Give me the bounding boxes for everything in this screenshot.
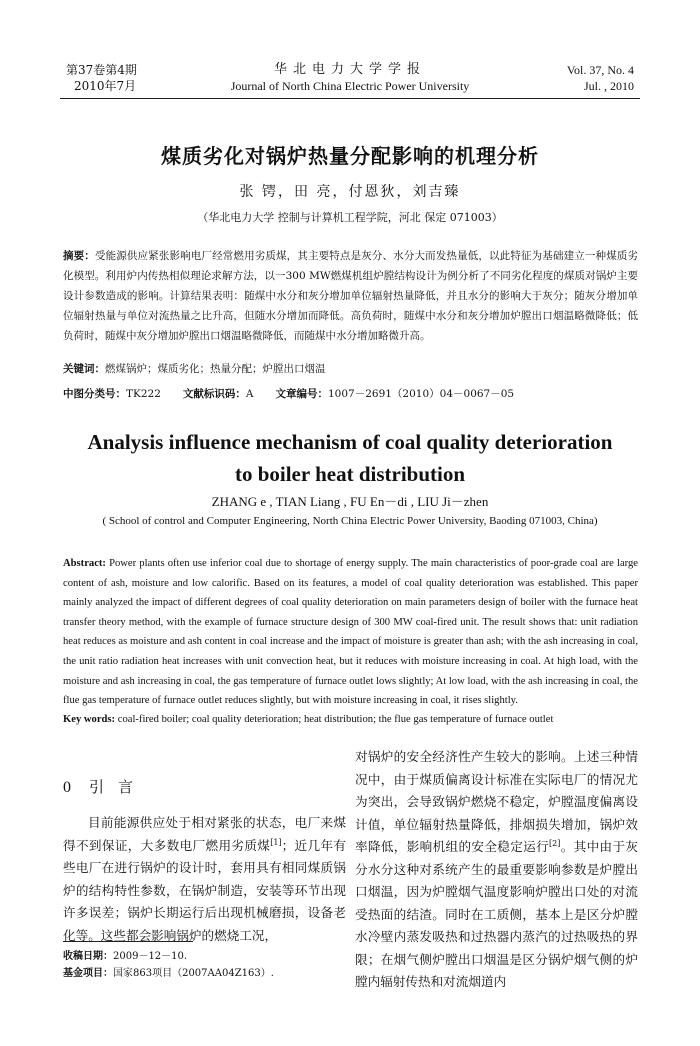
authors-en: ZHANG e , TIAN Liang , FU En－di , LIU Ji－zhen bbox=[211, 494, 489, 509]
clc-label: 中图分类号： bbox=[63, 388, 126, 400]
received-date bbox=[63, 948, 346, 965]
article-no-value: 1007－2691（2010）04－0067－05 bbox=[327, 388, 515, 400]
footnote bbox=[63, 948, 346, 982]
section-number: 0 bbox=[63, 779, 73, 796]
journal-name-en: Journal of North China Electric Power University bbox=[230, 79, 470, 93]
body-text-left bbox=[63, 812, 346, 947]
header-date-cn: 2010年7月 bbox=[74, 79, 137, 93]
header-date-en: Jul. , 2010 bbox=[583, 79, 634, 93]
keywords-en bbox=[63, 712, 638, 728]
header-volume-cn: 第37卷第4期 bbox=[66, 63, 137, 77]
keywords-cn-text: 燃煤锅炉；煤质劣化；热量分配；炉膛出口烟温 bbox=[105, 363, 326, 375]
section-title: 引言 bbox=[89, 778, 148, 796]
affiliation-en: ( School of control and Computer Engineering, North China Electric Power University, Baoding 071003, China) bbox=[102, 515, 598, 527]
keywords-cn bbox=[63, 361, 638, 377]
fund-label: 基金项目： bbox=[63, 968, 113, 979]
abstract-cn-label: 摘要： bbox=[63, 250, 95, 262]
body-right-text-b: 。其中由于灰分水分这种对系统产生的最重要影响参数是炉膛出口烟温，因为炉膛烟气温度影响炉膛出口处的对流受热面的结渣。同时在工质侧，基本上是区分炉膛水冷壁内蒸发吸热和过热器内蒸汽的过热吸热的界限；在烟气侧炉膛出口烟温是区分锅炉烟气侧的炉膛内辐射传热和对流烟道内 bbox=[355, 839, 639, 989]
keywords-cn-label: 关键词： bbox=[63, 363, 105, 375]
journal-name-cn: 华北电力大学学报 bbox=[273, 62, 426, 77]
fund-info bbox=[63, 965, 346, 982]
body-left-text-cont: ；近几年有些电厂在进行锅炉的设计时，套用具有相同煤质锅炉的结构特性参数，在锅炉制造，安装等环节出现许多误差；锅炉长期运行后出现机械磨损，设备老化等。这些都会影响锅炉的燃烧工况， bbox=[63, 837, 346, 943]
citation-ref-1: [1] bbox=[270, 837, 282, 847]
header-right bbox=[567, 62, 634, 94]
keywords-en-label: Key words: bbox=[63, 714, 116, 725]
paper-title-cn: 煤质劣化对锅炉热量分配影响的机理分析 bbox=[161, 146, 539, 168]
header-center bbox=[60, 62, 640, 94]
abstract-en-text: Power plants often use inferior coal due to shortage of energy supply. The main characteristics of poor-grade coal are large content of ash, moisture and low calorific. Based on its features, a model of coal quality deterioration was established. This paper mainly analyzed the impact of different degrees of coal quality deterioration on main parameters design of boiler with the furnace heat transfer theory method, with the example of furnace structure design of 300 MW coal-fired unit. The result shows that: unit radiation heat reduces as moisture and ash content in coal increase and the impact of moisture is greater than ash; with the ash increasing in coal, the unit ratio radiation heat increases with unit convection heat, but it reduces with moisture increasing in coal. At high load, with the moisture and ash increasing in coal, the gas temperature of furnace outlet lows slightly; At low load, with the ash increasing in coal, the flue gas temperature of furnace outlet reduces slightly, but with moisture increasing in coal, it rises slightly. bbox=[63, 558, 638, 707]
paper-title-en-line1: Analysis influence mechanism of coal quality deterioration bbox=[87, 430, 613, 454]
section-heading bbox=[63, 776, 147, 797]
body-right-text-a: 对锅炉的安全经济性产生较大的影响。上述三种情况中，由于煤质偏离设计标准在实际电厂的情况尤为突出，会导致锅炉燃烧不稳定，炉膛温度偏离设计值，单位辐射热量降低，排烟损失增加，锅炉效率降低，影响机组的安全稳定运行 bbox=[355, 749, 638, 854]
paper-title-en bbox=[0, 426, 700, 490]
fund-value: 国家863项目（2007AA04Z163）. bbox=[113, 968, 274, 979]
clc-value: TK222 bbox=[126, 388, 161, 400]
abstract-cn bbox=[63, 246, 638, 346]
affiliation-cn: （华北电力大学 控制与计算机工程学院，河北 保定 071003） bbox=[197, 211, 503, 224]
authors-cn: 张 锷，田 亮，付恩狄，刘吉臻 bbox=[239, 184, 461, 200]
paper-title-en-line2: to boiler heat distribution bbox=[234, 462, 466, 486]
doc-code-label: 文献标识码： bbox=[182, 388, 246, 400]
abstract-en-label: Abstract: bbox=[63, 558, 106, 569]
running-header bbox=[60, 60, 640, 99]
article-no-label: 文章编号： bbox=[275, 388, 328, 400]
body-left-text: 目前能源供应处于相对紧张的状态，电厂来煤得不到保证，大多数电厂燃用劣质煤 bbox=[63, 815, 346, 853]
received-label: 收稿日期： bbox=[63, 951, 113, 962]
footnote-divider bbox=[63, 941, 193, 942]
abstract-en bbox=[63, 554, 638, 711]
header-volume-en: Vol. 37, No. 4 bbox=[566, 63, 634, 77]
body-text-right bbox=[355, 746, 638, 994]
received-value: 2009－12－10. bbox=[113, 951, 188, 962]
abstract-cn-text: 受能源供应紧张影响电厂经常燃用劣质煤，其主要特点是灰分、水分大而发热量低，以此特征为基础建立一种煤质劣化模型。利用炉内传热相似理论求解方法，以一300 MW燃煤机组炉膛结构设计为例分析了不同劣化程度的煤质对锅炉主要设计参数造成的影响。计算结果表明：随煤中水分和灰分增加单位辐射热量降低，并且水分的影响大于灰分；随灰分增加单位辐射热量与单位对流热量之比升高，但随水分增加而降低。高负荷时，随煤中水分和灰分增加炉膛出口烟温略微降低；低负荷时，随煤中灰分增加炉膛出口烟温略微降低，而随煤中水分增加略微升高。 bbox=[63, 250, 638, 342]
citation-ref-2: [2] bbox=[549, 838, 561, 848]
classification-meta bbox=[63, 386, 638, 402]
doc-code-value: A bbox=[245, 388, 254, 400]
keywords-en-text: coal-fired boiler; coal quality deterioration; heat distribution; the flue gas temperature of furnace outlet bbox=[117, 714, 554, 725]
